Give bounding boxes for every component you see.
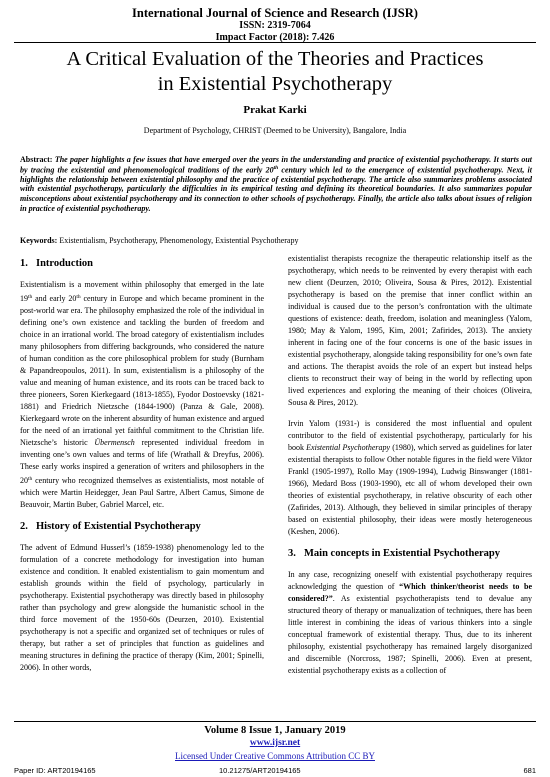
section-2-title: History of Existential Psychotherapy	[36, 521, 201, 532]
right-paragraph-2	[288, 418, 532, 538]
keywords-text: Existentialism, Psychotherapy, Phenomenology, Existential Psychotherapy	[59, 236, 299, 245]
footer-rule	[14, 721, 536, 722]
section-1-paragraph	[20, 279, 264, 511]
section-1-title: Introduction	[36, 258, 93, 269]
abstract-text-1: The paper highlights a few issues that have emerged over the years in the understanding and practice of existential psychotherapy. It starts out by tracing the existential and phenomenological traditions of the early 20	[20, 155, 533, 175]
paper-title-line-1: A Critical Evaluation of the Theories and Practices	[66, 48, 484, 70]
footer-doi: 10.21275/ART20194165	[219, 766, 301, 775]
author-affiliation: Department of Psychology, CHRIST (Deemed to be University), Bangalore, India	[143, 126, 407, 135]
footer-license-link[interactable]: Licensed Under Creative Commons Attribution CC BY	[175, 751, 375, 761]
footer-issue: Volume 8 Issue 1, January 2019	[204, 725, 346, 736]
section-3-heading	[288, 547, 532, 560]
s1-text-a: Existentialism is a movement within philosophy that emerged in the late 19	[20, 280, 264, 303]
footer-page-number: 681	[523, 766, 536, 775]
section-3-paragraph	[288, 569, 532, 677]
footer-journal-link[interactable]: www.ijsr.net	[249, 738, 301, 748]
keywords-label: Keywords:	[20, 236, 58, 245]
section-2-paragraph: The advent of Edmund Husserl’s (1859-1938) phenomenology led to the formulation of a concrete methodology for investigation into human existence and condition. It enabled existentialism to gain momentum and establish grounds within the field of psychology, particularly in psychotherapy. Existential psychotherapy was directly based in philosophy rather than psychology and grew alongside the humanistic school in the third force movement of the 1950-60s (Deurzen, 2010). Existential psychotherapy is not a specific and organized set of techniques or rules of therapy, but rather a set of principles that function as guidelines and meaning structures in defining the practice of therapy (Kim, 2001; Spinelli, 2006). In other words,	[20, 543, 264, 672]
section-3-title: Main concepts in Existential Psychotherapy	[304, 548, 500, 559]
header-rule	[14, 42, 536, 43]
journal-impact-factor: Impact Factor (2018): 7.426	[215, 31, 335, 43]
s1-sup-1: th	[28, 294, 33, 300]
footer-paper-id: Paper ID: ART20194165	[14, 766, 96, 775]
author-name: Prakat Karki	[243, 104, 307, 116]
s1-sup-2: th	[76, 294, 81, 300]
s1-text-b: and early 20	[32, 294, 77, 303]
r2-book-title: Existential Psychotherapy	[306, 443, 391, 452]
abstract	[20, 155, 532, 213]
s3-text-a: In any case, recognizing oneself with existential psychotherapy requires acknowledging the question of	[288, 570, 532, 591]
s1-sup-3: th	[28, 476, 33, 482]
s1-text-d: represented individual freedom in inventing one’s own values and terms of life (Wrathall & Dreyfus, 2006). These early works inspired a generation of writers and philosophers in the 20	[20, 438, 264, 485]
r2-text-a: Irvin Yalom (1931-) is considered the most influential and opulent contributor to the field of existential psychotherapy, particularly for his book	[288, 419, 532, 452]
journal-name: International Journal of Science and Research (IJSR)	[132, 6, 418, 20]
right-column	[288, 253, 532, 686]
abstract-text-2: century which led to the emergence of existential psychotherapy. Next, it highlights the relationship between existential philosophy and the practice of existential psychotherapy. The article also summarizes problems associated with existential psychotherapy, particularly the difficulties in its empirical testing and defining its theoretical boundaries. It also summarizes popular misconceptions about existential psychotherapy and its connection to other schools of psychotherapy. Finally, the article also talks about issues of religion in practice of existential psychotherapy.	[20, 165, 533, 213]
s1-text-e: century who recognized themselves as existentialists, most notable of which were Martin Heidegger, Jean Paul Sartre, Albert Camus, Simone de Beauvoir, Martin Buber, Gabriel Marcel, etc.	[20, 476, 264, 509]
s3-text-b: . As existential psychotherapists tend to devalue any structured theory of therapy or manualization of techniques, there has been little interest in combining the ideas of various thinkers into a single conceptual framework of existential therapy. Thus, due to its inherent philosophy, existential psychotherapy has remained largely disorganized and discernible (Norcross, 1987; Spinelli, 2006). Even at present, existential psychotherapy exists as a collection of	[288, 594, 532, 675]
section-2-heading	[20, 520, 264, 533]
keywords	[20, 236, 532, 246]
r2-text-b: (1980), which served as guidelines for later existential therapists to follow Other notable figures in the field were Viktor Frankl (1905-1997), Rollo May (1909-1994), Ludwig Binswanger (1881-1966), Medard Boss (1903-1990), etc all of whom developed their own theories of existential psychotherapy, in relative obscurity of each other (Zafirides, 2013). Although, they believed in similar principles of therapy based on existential philosophy, their ideas were mostly heterogeneous (Keshen, 2006).	[288, 443, 533, 536]
s3-bold-question: “Which thinker/theorist needs to be considered?”	[288, 582, 532, 603]
left-column	[20, 257, 264, 683]
paper-title-line-2: in Existential Psychotherapy	[157, 73, 393, 95]
section-1-number: 1.	[20, 258, 28, 269]
s1-italic-term: Übermensch	[94, 438, 135, 447]
section-1-heading	[20, 257, 264, 270]
paper-title	[0, 47, 550, 97]
abstract-label: Abstract:	[20, 155, 53, 164]
journal-masthead	[0, 6, 550, 43]
section-2-number: 2.	[20, 521, 28, 532]
right-paragraph-1: existentialist therapists recognize the therapeutic relationship itself as the psychotherapy, which needs to be reinvented by every therapist with each new client (Deurzen, 2010; Oliveira, Sousa & Pires, 2012). Existential psychotherapy is based on the premise that inner conflict within an individual is caused due to the person’s confrontation with the ultimate questions of existence: death, freedom, isolation and meaningless (Yalom, 1980; May & Yalom, 1995, Kim, 2001; Zafirides, 2013). The anxiety inherent in facing one of the four concerns is one of the basic issues in existential psychotherapy, alongside taking responsibility for one’s own fate and actions. The therapist avoids the role of an expert but instead helps clients to reconstruct their way of being in the world by reflecting upon lived experiences and exploring the meaning of their choices (Oliveira, Sousa & Pires, 2012).	[288, 254, 532, 407]
abstract-sup: th	[273, 164, 279, 171]
s1-text-c: century in Europe and which became prominent in the post-world war era. The philosophy emphasized the role of the individual in defining one’s own existence and tackling the burden of freedom and choice in an irrational world. The broad category of existentialism includes many philosophers from differing backgrounds, who considered the nature of human condition as the core philosophical problem for study (Burnham & Papandreopoulos, 2011). In sum, existentialism is a philosophy of the value and meaning of human existence, and its roots can be traced back to three pioneers, Soren Kierkegaard (1813-1855), Fyodor Dostoevsky (1821-1881) and Friedrich Nietzsche (1844-1900) (Panza & Gale, 2008). Kierkegaard wrote on the inherent absurdity of human existence and argued for the need of an irrational yet faithful commitment to the Christian life. Nietzsche’s historic	[20, 294, 265, 447]
section-3-number: 3.	[288, 548, 296, 559]
journal-issn: ISSN: 2319-7064	[239, 20, 311, 32]
